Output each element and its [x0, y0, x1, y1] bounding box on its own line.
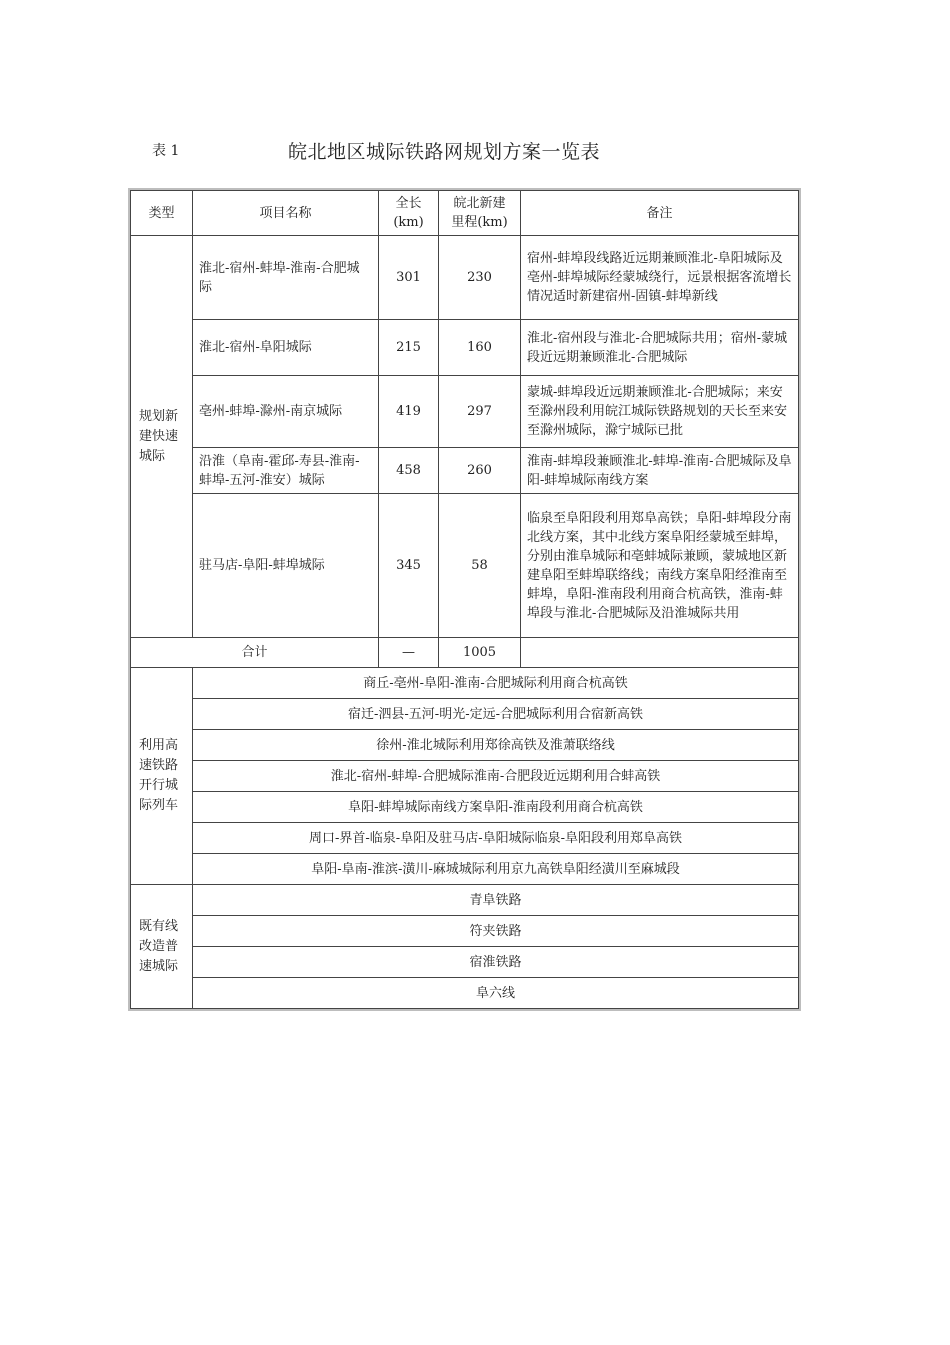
type-line: 建快速 [139, 428, 179, 444]
existing-line-item: 青阜铁路 [193, 885, 799, 916]
type-line: 开行城 [139, 778, 179, 793]
total-length-value: — [379, 638, 439, 668]
table-row [131, 916, 799, 947]
header-note: 备注 [521, 191, 799, 236]
header-name: 项目名称 [193, 191, 379, 236]
header-new-line1: 皖北新建 [453, 196, 506, 211]
note: 蒙城-蚌埠段近远期兼顾淮北-合肥城际；来安至滁州段利用皖江城际铁路规划的天长至来安至滁州城际，滁宁城际已批 [521, 376, 799, 448]
header-new-km [439, 191, 521, 236]
existing-line-item: 阜六线 [193, 978, 799, 1009]
new-length: 297 [439, 376, 521, 448]
high-speed-item: 淮北-宿州-蚌埠-合肥城际淮南-合肥段近远期利用合蚌高铁 [193, 761, 799, 792]
new-length: 58 [439, 494, 521, 638]
existing-line-item: 符夹铁路 [193, 916, 799, 947]
project-name: 淮北-宿州-蚌埠-淮南-合肥城际 [193, 236, 379, 320]
total-length: 419 [379, 376, 439, 448]
total-note-empty [521, 638, 799, 668]
high-speed-item: 宿迁-泗县-五河-明光-定远-合肥城际利用合宿新高铁 [193, 699, 799, 730]
header-new-line2: 里程(km) [451, 215, 508, 230]
type-line: 利用高 [139, 738, 179, 753]
total-label: 合计 [131, 638, 379, 668]
new-length: 230 [439, 236, 521, 320]
railway-plan-table [130, 190, 799, 1009]
project-name: 沿淮（阜南-霍邱-寿县-淮南-蚌埠-五河-淮安）城际 [193, 448, 379, 494]
header-row [131, 191, 799, 236]
table-row [131, 792, 799, 823]
table-row [131, 236, 799, 320]
high-speed-item: 徐州-淮北城际利用郑徐高铁及淮萧联络线 [193, 730, 799, 761]
project-name: 驻马店-阜阳-蚌埠城际 [193, 494, 379, 638]
total-length: 215 [379, 320, 439, 376]
project-name: 亳州-蚌埠-滁州-南京城际 [193, 376, 379, 448]
note: 淮北-宿州段与淮北-合肥城际共用；宿州-蒙城段近远期兼顾淮北-合肥城际 [521, 320, 799, 376]
table-row [131, 978, 799, 1009]
type-line: 际列车 [139, 798, 179, 813]
header-length [379, 191, 439, 236]
existing-line-item: 宿淮铁路 [193, 947, 799, 978]
table-row [131, 699, 799, 730]
high-speed-item: 商丘-亳州-阜阳-淮南-合肥城际利用商合杭高铁 [193, 668, 799, 699]
header-length-line1: 全长 [395, 196, 422, 211]
note: 宿州-蚌埠段线路近远期兼顾淮北-阜阳城际及亳州-蚌埠城际经蒙城绕行，远景根据客流增长情况适时新建宿州-固镇-蚌埠新线 [521, 236, 799, 320]
high-speed-item: 周口-界首-临泉-阜阳及驻马店-阜阳城际临泉-阜阳段利用郑阜高铁 [193, 823, 799, 854]
table-row [131, 320, 799, 376]
header-type: 类型 [131, 191, 193, 236]
total-row [131, 638, 799, 668]
railway-plan-table-frame [128, 188, 801, 1011]
table-row [131, 494, 799, 638]
type-line: 速城际 [139, 958, 179, 974]
total-length: 458 [379, 448, 439, 494]
table-row [131, 823, 799, 854]
new-length: 160 [439, 320, 521, 376]
high-speed-item: 阜阳-蚌埠城际南线方案阜阳-淮南段利用商合杭高铁 [193, 792, 799, 823]
new-length: 260 [439, 448, 521, 494]
type-line: 规划新 [139, 408, 179, 424]
note: 临泉至阜阳段利用郑阜高铁；阜阳-蚌埠段分南北线方案，其中北线方案阜阳经蒙城至蚌埠，分别由淮阜城际和亳蚌城际兼顾，蒙城地区新建阜阳至蚌埠联络线；南线方案阜阳经淮南至蚌埠，阜阳-淮南段利用商合杭高铁，淮南-蚌埠段与淮北-合肥城际及沿淮城际共用 [521, 494, 799, 638]
table-row [131, 761, 799, 792]
table-row [131, 885, 799, 916]
type-line: 速铁路 [139, 758, 179, 773]
note: 淮南-蚌埠段兼顾淮北-蚌埠-淮南-合肥城际及阜阳-蚌埠城际南线方案 [521, 448, 799, 494]
table-row [131, 854, 799, 885]
type-cell-planned [131, 236, 193, 638]
table-row [131, 947, 799, 978]
type-cell-high-speed [131, 668, 193, 885]
table-number: 表 1 [152, 143, 180, 159]
total-length: 345 [379, 494, 439, 638]
type-line: 改造普 [139, 938, 179, 954]
type-cell-existing-line [131, 885, 193, 1009]
type-line: 城际 [139, 448, 166, 464]
table-row [131, 668, 799, 699]
type-line: 既有线 [139, 918, 179, 934]
high-speed-item: 阜阳-阜南-淮滨-潢川-麻城城际利用京九高铁阜阳经潢川至麻城段 [193, 854, 799, 885]
total-new-km-value: 1005 [439, 638, 521, 668]
table-row [131, 376, 799, 448]
table-row [131, 730, 799, 761]
header-length-line2: (km) [393, 215, 424, 230]
total-length: 301 [379, 236, 439, 320]
table-row [131, 448, 799, 494]
project-name: 淮北-宿州-阜阳城际 [193, 320, 379, 376]
table-title: 皖北地区城际铁路网规划方案一览表 [288, 141, 601, 163]
